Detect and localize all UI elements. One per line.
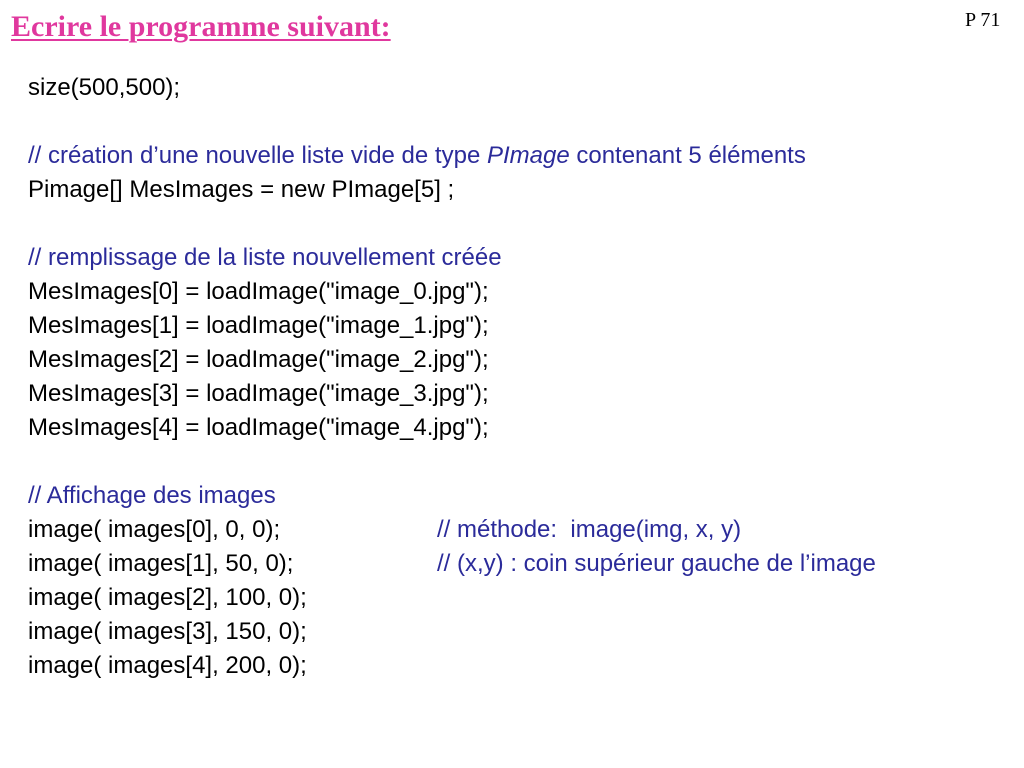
code-line-display-0 [28,513,1008,547]
comment-coordinates: // (x,y) : coin supérieur gauche de l’image [437,550,876,577]
code-line-size: size(500,500); [28,74,181,101]
code-line-display-1 [28,547,1008,581]
comment-fill: // remplissage de la liste nouvellement créée [28,244,502,271]
comment-display: // Affichage des images [28,482,276,509]
slide-title: Ecrire le programme suivant: [11,10,391,43]
code-block [28,71,1008,683]
comment-creation-part-1: // création d’une nouvelle liste vide de type [28,142,487,169]
code-line-load-0: MesImages[0] = loadImage("image_0.jpg"); [28,278,489,305]
code-line-declaration: Pimage[] MesImages = new PImage[5] ; [28,176,455,203]
page-number: P 71 [965,9,1001,31]
blank-line [28,445,1008,479]
blank-line [28,105,1008,139]
code-display-0: image( images[0], 0, 0); [28,516,281,543]
code-line-display-2: image( images[2], 100, 0); [28,584,307,611]
code-line-load-2: MesImages[2] = loadImage("image_2.jpg"); [28,346,489,373]
code-line-load-3: MesImages[3] = loadImage("image_3.jpg"); [28,380,489,407]
comment-creation-type: PImage [486,142,570,169]
code-display-1: image( images[1], 50, 0); [28,550,294,577]
code-line-display-4: image( images[4], 200, 0); [28,652,307,679]
comment-method: // méthode: image(img, x, y) [437,516,742,543]
comment-creation [28,139,1008,173]
comment-creation-part-2: contenant 5 éléments [569,142,806,169]
code-line-display-3: image( images[3], 150, 0); [28,618,307,645]
code-line-load-1: MesImages[1] = loadImage("image_1.jpg"); [28,312,489,339]
code-line-load-4: MesImages[4] = loadImage("image_4.jpg"); [28,414,489,441]
blank-line [28,207,1008,241]
